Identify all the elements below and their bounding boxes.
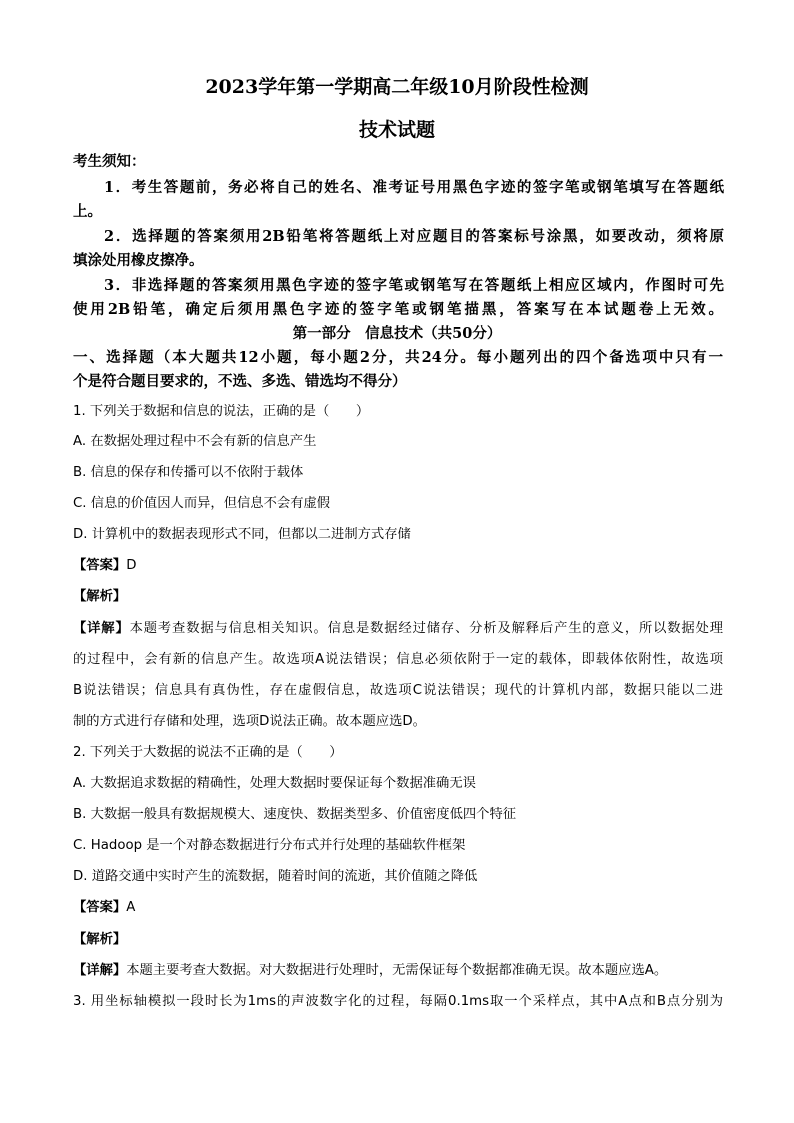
exam-subtitle: 技术试题 xyxy=(358,119,435,141)
answer-tag: 【答案】 xyxy=(73,558,127,573)
q1-detail-line-4: 制的方式进行存储和处理，选项D说法正确。故本题应选D。 xyxy=(73,714,426,729)
detail-tag: 【详解】 xyxy=(73,963,127,978)
q1-detail-line-2: 的过程中，会有新的信息产生。故选项A说法错误；信息必须依附于一定的载体，即载体依附性，故选项 xyxy=(73,652,723,667)
part-1-title: 第一部分 信息技术（共50分） xyxy=(292,325,502,342)
q2-answer-value: A xyxy=(126,900,136,915)
q1-option-d: D. 计算机中的数据表现形式不同，但都以二进制方式存储 xyxy=(73,527,411,542)
detail-tag: 【详解】 xyxy=(73,621,130,636)
q1-answer-value: D xyxy=(126,558,137,573)
q3-stem: 3. 用坐标轴模拟一段时长为1ms的声波数字化的过程，每隔0.1ms取一个采样点，其中A点和B点分别为 xyxy=(73,994,723,1009)
notice-item-3-line-1: 3．非选择题的答案须用黑色字迹的签字笔或钢笔写在答题纸上相应区域内，作图时可先 xyxy=(104,277,724,294)
q1-option-b: B. 信息的保存和传播可以不依附于载体 xyxy=(73,465,304,480)
q1-stem: 1. 下列关于数据和信息的说法，正确的是（ ） xyxy=(73,404,370,419)
notice-item-1-line-1: 1．考生答题前，务必将自己的姓名、准考证号用黑色字迹的签字笔或钢笔填写在答题纸 xyxy=(104,179,724,196)
q2-option-a: A. 大数据追求数据的精确性，处理大数据时要保证每个数据准确无误 xyxy=(73,776,476,791)
q1-analysis-tag: 【解析】 xyxy=(73,589,127,604)
answer-tag: 【答案】 xyxy=(73,900,127,915)
q2-answer xyxy=(73,896,723,915)
q1-detail-line-1: 【详解】本题考查数据与信息相关知识。信息是数据经过储存、分析及解释后产生的意义，所以数据处理 xyxy=(73,621,724,636)
notice-item-2-line-2: 填涂处用橡皮擦净。 xyxy=(73,252,204,269)
q1-option-c: C. 信息的价值因人而异，但信息不会有虚假 xyxy=(73,496,331,511)
q1-answer xyxy=(73,554,723,573)
notice-item-1-line-2: 上。 xyxy=(73,203,102,220)
section-1-line-2: 个是符合题目要求的，不选、多选、错选均不得分） xyxy=(73,373,407,390)
notice-heading: 考生须知： xyxy=(73,153,146,170)
notice-item-3-line-2: 使用2B铅笔，确定后须用黑色字迹的签字笔或钢笔描黑，答案写在本试题卷上无效。 xyxy=(73,301,723,318)
q2-detail-line-1: 【详解】本题主要考查大数据。对大数据进行处理时，无需保证每个数据都准确无误。故本题应选A。 xyxy=(73,963,668,978)
section-1-line-1: 一、选择题（本大题共12小题，每小题2分，共24分。每小题列出的四个备选项中只有一 xyxy=(73,349,723,366)
q2-stem: 2. 下列关于大数据的说法不正确的是（ ） xyxy=(73,745,343,760)
q2-option-c: C. Hadoop 是一个对静态数据进行分布式并行处理的基础软件框架 xyxy=(73,838,466,853)
notice-item-2-line-1: 2．选择题的答案须用2B铅笔将答题纸上对应题目的答案标号涂黑，如要改动，须将原 xyxy=(104,228,724,245)
exam-title: 2023学年第一学期高二年级10月阶段性检测 xyxy=(205,76,589,98)
q1-option-a: A. 在数据处理过程中不会有新的信息产生 xyxy=(73,434,317,449)
q2-analysis-tag: 【解析】 xyxy=(73,932,127,947)
q2-option-b: B. 大数据一般具有数据规模大、速度快、数据类型多、价值密度低四个特征 xyxy=(73,807,517,822)
q2-option-d: D. 道路交通中实时产生的流数据，随着时间的流逝，其价值随之降低 xyxy=(73,869,478,884)
q1-detail-line-3: B说法错误；信息具有真伪性，存在虚假信息，故选项C说法错误；现代的计算机内部，数据只能以二进 xyxy=(73,683,723,698)
